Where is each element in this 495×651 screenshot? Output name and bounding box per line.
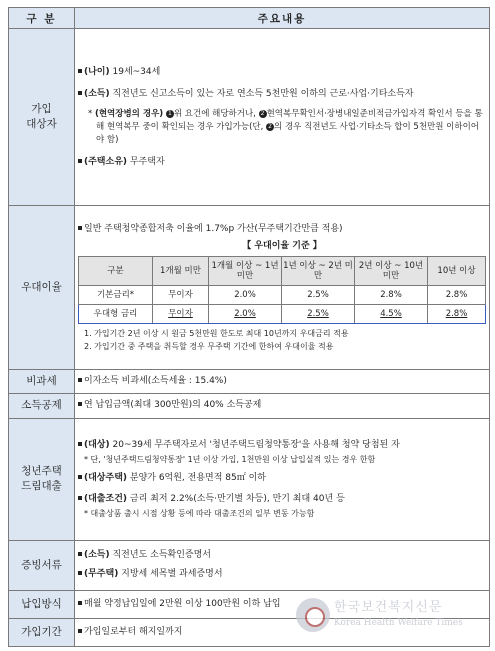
rate-note-1: 1. 가입기간 2년 이상 시 원금 5천만원 한도로 최대 10년까지 우대금리 적용 (84, 328, 349, 338)
eligibility-soldier-note: * (현역장병의 경우) 1 위 요건에 해당하거나, 2 현역복무확인서·장병내일준비적금가입자격 확인서 등을 통해 현역복무 중이 확인되는 경우 가입가능(단, 2 의 경우 직전년도 사업·기타소득 합이 5천만원 이하이어야 함) (88, 108, 483, 145)
documents-label: 증빙서류 (9, 540, 75, 591)
rate-cell: 무이자 (153, 285, 209, 304)
youth-loan-content (75, 419, 490, 541)
tax-exempt-row (9, 369, 490, 393)
rate-table-header (79, 256, 486, 285)
rate-cell: 2.8% (428, 285, 486, 304)
youth-loan-label: 청년주택 드림대출 (9, 419, 75, 541)
eligibility-income: (소득) 직전년도 신고소득이 있는 자로 연소득 5천만원 이하의 근로·사업·기타소득자 (78, 88, 486, 101)
watermark (292, 594, 492, 638)
documents-income: (소득) 직전년도 소득확인증명서 (78, 549, 486, 562)
preferential-rate-label: 우대이율 (9, 206, 75, 369)
payment-label: 납입방식 (9, 591, 75, 618)
documents-row (9, 540, 490, 591)
rate-cell: 4.5% (355, 304, 428, 323)
income-deduction-label: 소득공제 (9, 393, 75, 418)
header-category: 구 분 (9, 8, 75, 29)
preferential-rate-content (75, 206, 490, 369)
eligibility-row (9, 29, 490, 206)
rate-row-name: 우대형 금리 (79, 304, 153, 323)
youth-loan-condition-note: * 대출상품 출시 시점 상황 등에 따라 대출조건의 일부 변동 가능함 (84, 509, 315, 519)
income-deduction-content: 연 납입금액(최대 300만원)의 40% 소득공제 (75, 393, 490, 418)
rate-table (78, 256, 486, 324)
summary-table (8, 7, 490, 647)
rate-row-preferential (79, 304, 486, 323)
period-label: 가입기간 (9, 618, 75, 646)
eligibility-label: 가입 대상자 (9, 29, 75, 206)
eligibility-house: (주택소유) 무주택자 (78, 156, 486, 169)
rate-table-title: 【 우대이율 기준 】 (242, 240, 322, 251)
tax-exempt-label: 비과세 (9, 369, 75, 393)
rate-col-header: 1개월 이상 ~ 1년 미만 (209, 256, 282, 285)
rate-col-header: 2년 이상 ~ 10년 미만 (355, 256, 428, 285)
watermark-korean: 한국보건복지신문 (334, 600, 443, 615)
rate-col-header: 구분 (79, 256, 153, 285)
header-row (9, 8, 490, 29)
youth-loan-target: (대상) 20~39세 무주택자로서 '청년주택드림청약통장'을 사용해 청약 당첨된 자 (78, 439, 486, 452)
rate-col-header: 1개월 미만 (153, 256, 209, 285)
rate-row-basic (79, 285, 486, 304)
payment-content: 매월 약정납입일에 2만원 이상 100만원 이하 납입 (75, 591, 490, 618)
youth-loan-row (9, 419, 490, 541)
rate-cell: 2.8% (428, 304, 486, 323)
preferential-rate-intro: 일반 주택청약종합저축 이율에 1.7%p 가산(무주택기간만큼 적용) (78, 223, 486, 236)
rate-cell: 2.0% (209, 285, 282, 304)
rate-cell: 2.0% (209, 304, 282, 323)
youth-loan-target-note: * 단, '청년주택드림청약통장' 1년 이상 가입, 1천만원 이상 납입실적 있는 경우 한함 (84, 455, 376, 465)
header-main-content: 주요내용 (75, 8, 490, 29)
youth-loan-condition: (대출조건) 금리 최저 2.2%(소득·만기별 차등), 만기 최대 40년 등 (78, 493, 486, 506)
tax-exempt-content: 이자소득 비과세(소득세율 : 15.4%) (75, 369, 490, 393)
rate-col-header: 10년 이상 (428, 256, 486, 285)
eligibility-content (75, 29, 490, 206)
documents-content (75, 540, 490, 591)
rate-cell: 2.5% (282, 304, 355, 323)
preferential-rate-row (9, 206, 490, 369)
rate-cell: 2.5% (282, 285, 355, 304)
income-deduction-row (9, 393, 490, 418)
rate-cell: 2.8% (355, 285, 428, 304)
watermark-english: Korea Health Welfare Times (334, 618, 463, 628)
rate-note-2: 2. 가입기간 중 주택을 취득할 경우 무주택 기간에 한하여 우대이율 적용 (84, 341, 334, 351)
documents-house: (무주택) 지방세 세목별 과세증명서 (78, 568, 486, 581)
rate-cell: 무이자 (153, 304, 209, 323)
rate-col-header: 1년 이상 ~ 2년 미만 (282, 256, 355, 285)
watermark-seal-icon (296, 598, 330, 632)
period-content: 가입일로부터 해지일까지 (75, 618, 490, 646)
rate-row-name: 기본금리* (79, 285, 153, 304)
youth-loan-house: (대상주택) 분양가 6억원, 전용면적 85㎡ 이하 (78, 472, 486, 485)
eligibility-age: (나이) 19세~34세 (78, 66, 486, 79)
